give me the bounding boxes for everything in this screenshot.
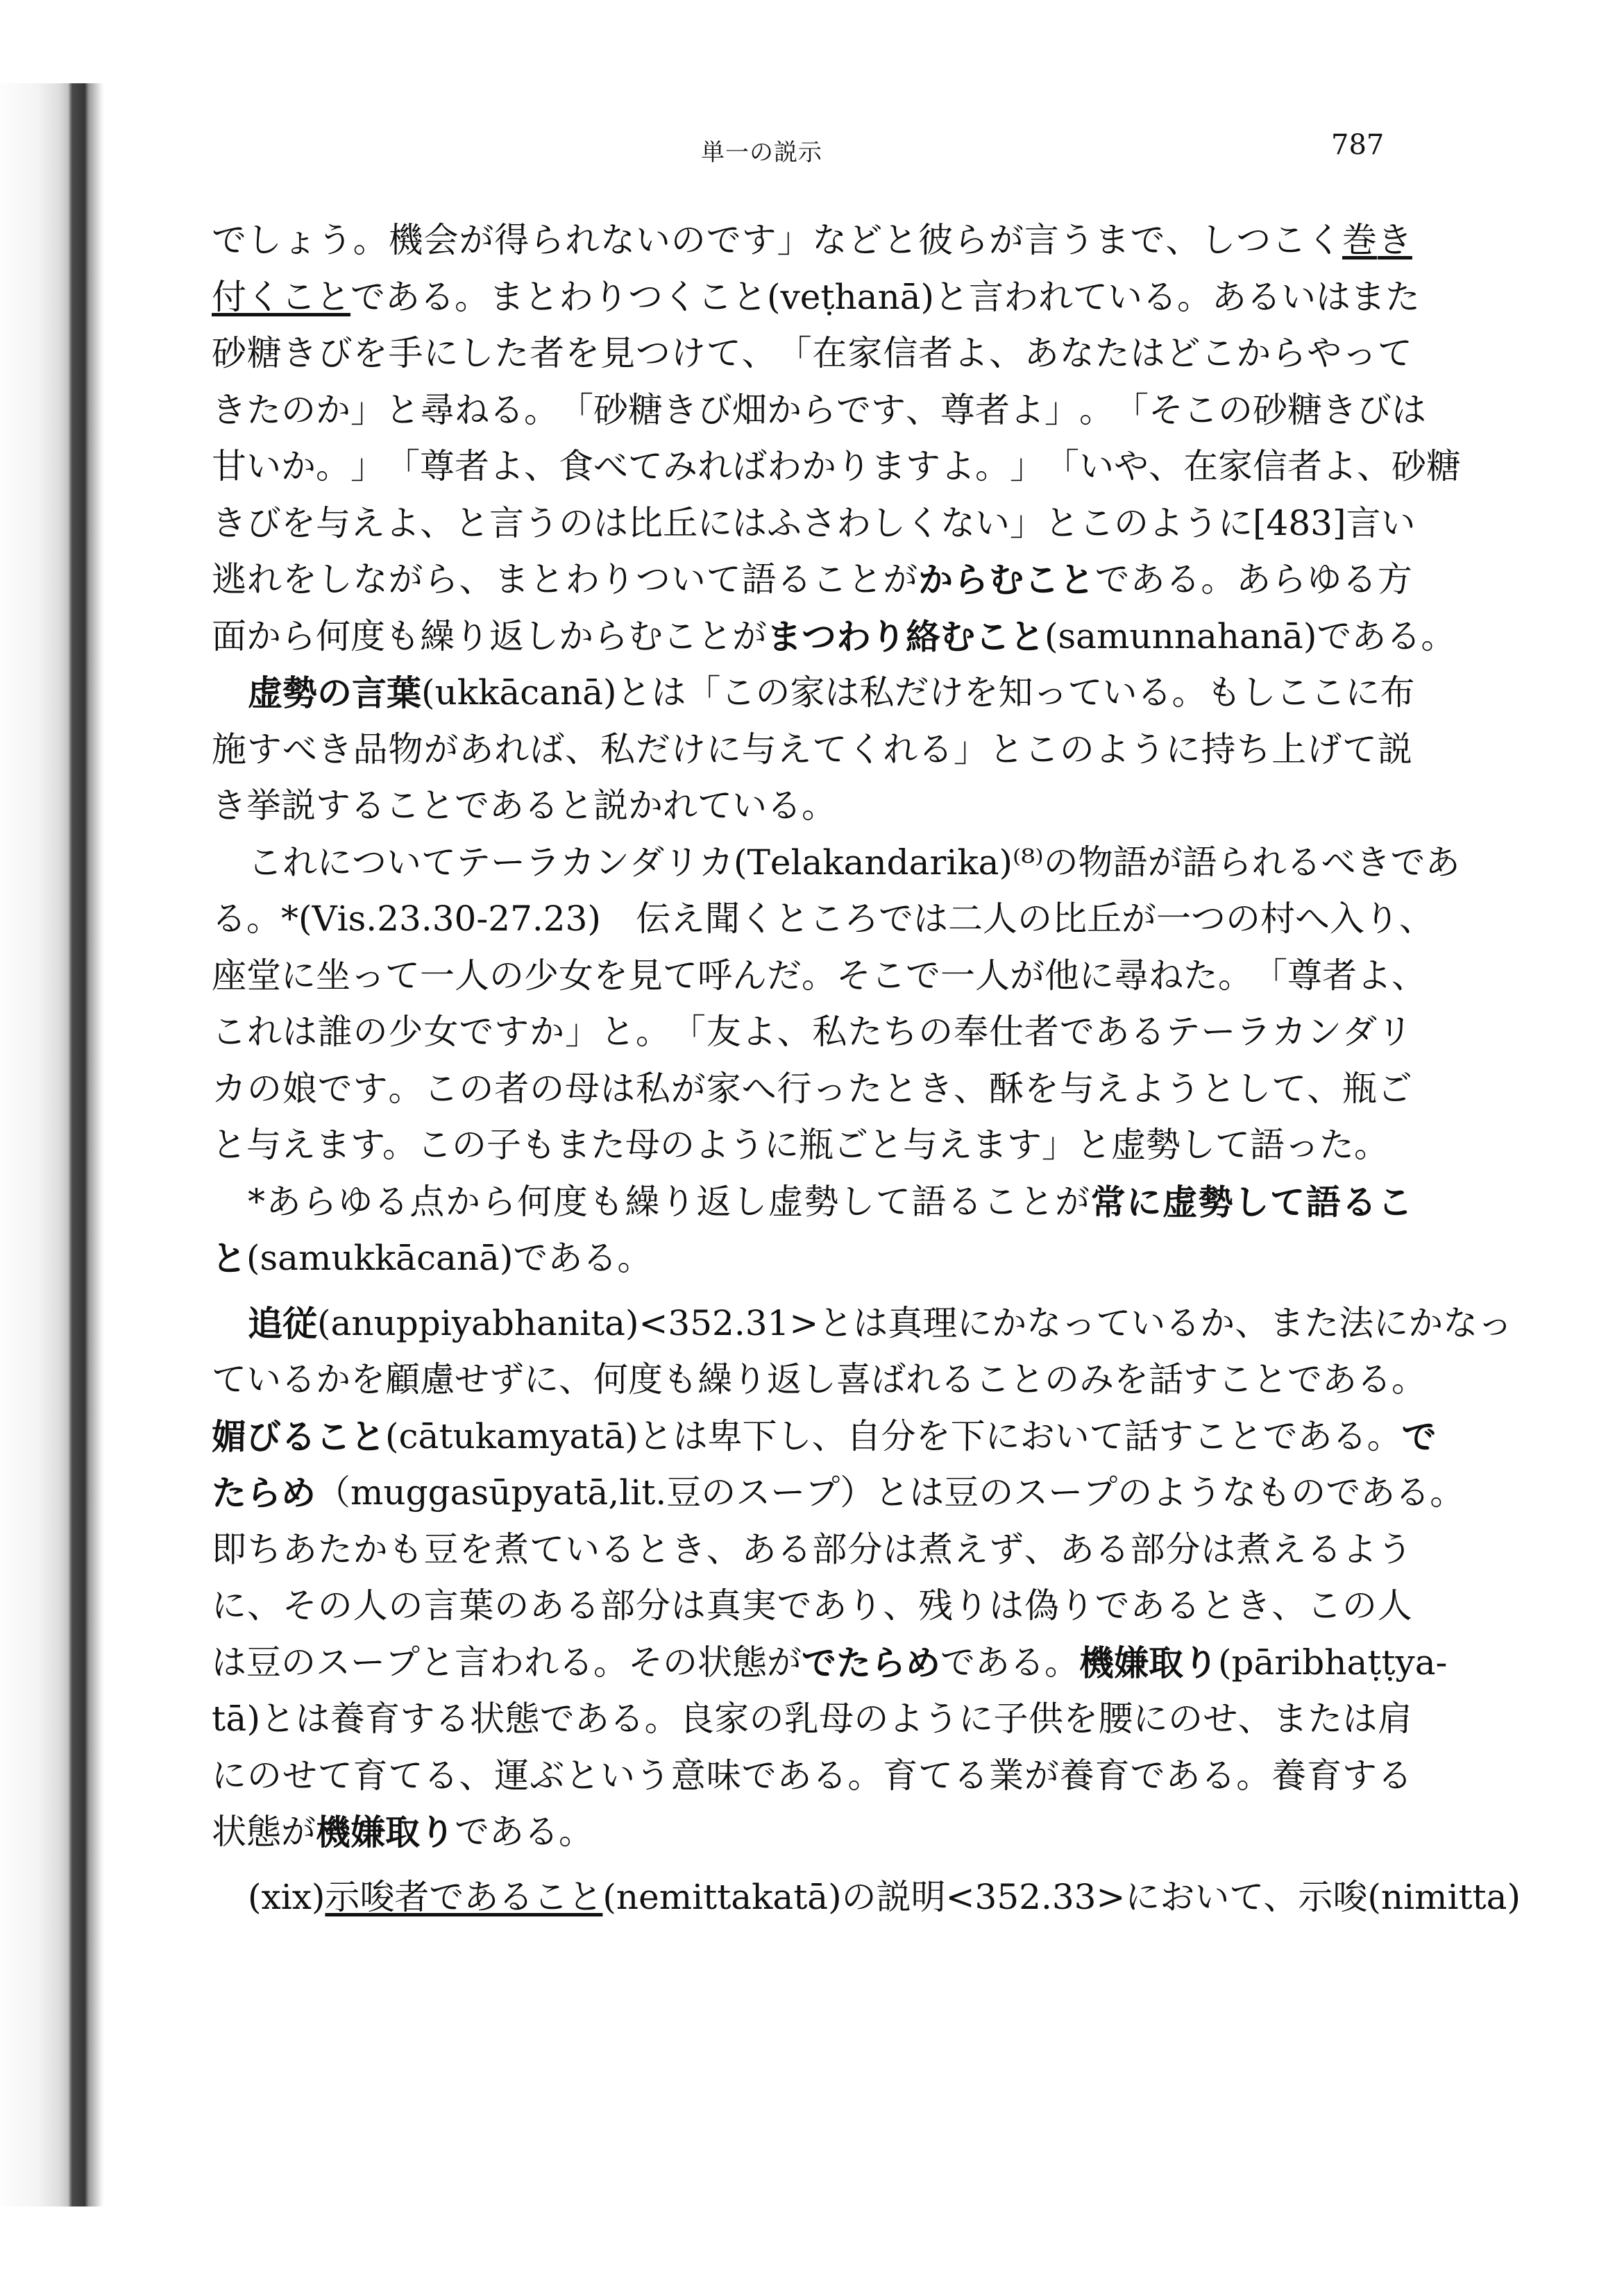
text-run: と与えます。この子もまた母のように瓶ごと与えます」と虚勢して語った。 (212, 1125, 1389, 1165)
paragraph (212, 1295, 1513, 1861)
body-text (212, 212, 1521, 1925)
paragraph (212, 835, 1460, 1174)
text-line: t ā ) と は 養 育 す る 状 態 で あ る 。 良 家 の 乳 母 の よ う に 子 供 を 腰 に の せ 、 ま た は 肩 (212, 1699, 1412, 1739)
text-run: (samunnahanā)である。 (1044, 615, 1456, 656)
text-run: である。 (455, 1812, 593, 1852)
text-line (212, 1230, 1412, 1287)
text-line: * あ ら ゆ る 点 か ら 何 度 も 繰 り 返 し 虚 勢 し て 語 る こ と が 常 に 虚 勢 し て 語 る こ (248, 1181, 1412, 1223)
text-line (212, 609, 1456, 665)
text-line: に の せ て 育 て る 、 運 ぶ と い う 意 味 で あ る 。 育 て る 業 が 養 育 で あ る 。 養 育 す る (212, 1755, 1412, 1796)
text-line: 即 ち あ た か も 豆 を 煮 て い る と き 、 あ る 部 分 は 煮 え ず 、 あ る 部 分 は 煮 え る よ う (212, 1529, 1412, 1570)
page-number: 787 (1331, 129, 1385, 161)
text-line: 虚 勢 の 言 葉 ( u k k ā c a n ā ) と は 「 こ の 家 は 私 だ け を 知 っ て い る 。 も し こ こ に 布 (248, 672, 1415, 713)
text-line: で し ょ う 。 機 会 が 得 ら れ な い の で す 」 な ど と 彼 ら が 言 う ま で 、 し つ こ く 巻 き (212, 220, 1412, 260)
text-line: る 。 * ( V i s . 2 3 . 3 0 - 2 7 . 2 3 ) 伝 え 聞 く と こ ろ で は 二 人 の 比 丘 が 一 つ の 村 へ 入 り 、 (212, 899, 1434, 939)
text-line: こ れ は 誰 の 少 女 で す か 」 と 。 「 友 よ 、 私 た ち の 奉 仕 者 で あ る テ ー ラ カ ン ダ リ (212, 1012, 1412, 1052)
text-line (212, 1804, 1412, 1861)
book-binding-shadow (0, 83, 104, 2206)
text-line: 砂 糖 き び を 手 に し た 者 を 見 つ け て 、 「 在 家 信 者 よ 、 あ な た は ど こ か ら や っ て (212, 333, 1412, 373)
text-run: き挙説することであると説かれている。 (212, 785, 836, 826)
text-line: 追 従 ( a n u p p i y a b h a n i t a ) < 3 5 2 . 3 1 > と は 真 理 に か な っ て い る か 、 ま た 法 に か な っ (248, 1302, 1513, 1344)
text-run: (nemittakatā)の説明<352.33>において、示唆(nimitta) (602, 1876, 1521, 1917)
paragraph (212, 212, 1461, 665)
paragraph (212, 1869, 1521, 1926)
text-line: 媚 び る こ と ( c ā t u k a m y a t ā ) と は 卑 下 し 、 自 分 を 下 に お い て 話 す こ と で あ る 。 で (212, 1415, 1437, 1457)
text-run: 面から何度も繰り返しからむことが (212, 615, 767, 656)
text-line: カ の 娘 で す 。 こ の 者 の 母 は 私 が 家 へ 行 っ た と き 、 酥 を 与 え よ う と し て 、 瓶 ご (212, 1068, 1412, 1109)
text-line (212, 778, 1412, 835)
text-line: 付 く こ と で あ る 。 ま と わ り つ く こ と ( v e ṭ h a n ā ) と 言 わ れ て い る 。 あ る い は ま た (212, 276, 1420, 317)
paragraph (212, 665, 1415, 835)
text-line: き た の か 」 と 尋 ね る 。 「 砂 糖 き び 畑 か ら で す 、 尊 者 よ 」 。 「 そ こ の 砂 糖 き び は (212, 389, 1426, 430)
text-run: (samukkācanā)である。 (246, 1238, 652, 1278)
bold-term: と (212, 1238, 246, 1279)
text-line (212, 1869, 1521, 1926)
text-line (212, 1117, 1412, 1174)
text-line: 甘 い か 。 」 「 尊 者 よ 、 食 べ て み れ ば わ か り ま す よ 。 」 「 い や 、 在 家 信 者 よ 、 砂 糖 (212, 446, 1461, 486)
bold-term: 機嫌取り (316, 1812, 455, 1853)
text-line: こ れ に つ い て テ ー ラ カ ン ダ リ カ ( T e l a k a n d a r i k a ) ⁽ ⁸ ⁾ の 物 語 が 語 ら れ る べ き で あ (248, 842, 1460, 883)
text-run: (xix) (248, 1876, 325, 1917)
text-line: て い る か を 顧 慮 せ ず に 、 何 度 も 繰 り 返 し 喜 ば れ る こ と の み を 話 す こ と で あ る 。 (212, 1359, 1426, 1400)
paragraph-gap (212, 1861, 1412, 1869)
text-line: き び を 与 え よ 、 と 言 う の は 比 丘 に は ふ さ わ し く な い 」 と こ の よ う に [ 4 8 3 ] 言 い (212, 502, 1416, 543)
text-line: 座 堂 に 坐 っ て 一 人 の 少 女 を 見 て 呼 ん だ 。 そ こ で 一 人 が 他 に 尋 ね た 。 「 尊 者 よ 、 (212, 955, 1426, 996)
text-line: は 豆 の ス ー プ と 言 わ れ る 。 そ の 状 態 が で た ら め で あ る 。 機 嫌 取 り ( p ā r i b h a ṭ ṭ y a - (212, 1642, 1448, 1683)
paragraph-gap (212, 1287, 1412, 1295)
running-header-title: 単一の説示 (701, 139, 822, 167)
paragraph (212, 1174, 1412, 1287)
text-line: に 、 そ の 人 の 言 葉 の あ る 部 分 は 真 実 で あ り 、 残 り は 偽 り で あ る と き 、 こ の 人 (212, 1585, 1412, 1626)
text-line: た ら め （ m u g g a s ū p y a t ā , l i t . 豆 の ス ー プ ） と は 豆 の ス ー プ の よ う な も の で あ る 。 (212, 1472, 1465, 1513)
text-run: 状態が (212, 1812, 316, 1852)
bold-term: まつわり絡むこと (767, 615, 1044, 657)
text-line: 施 す べ き 品 物 が あ れ ば 、 私 だ け に 与 え て く れ る 」 と こ の よ う に 持 ち 上 げ て 説 (212, 729, 1412, 769)
text-line: 逃 れ を し な が ら 、 ま と わ り つ い て 語 る こ と が か ら む こ と で あ る 。 あ ら ゆ る 方 (212, 559, 1412, 600)
underlined-term: 示唆者であること (325, 1876, 603, 1917)
